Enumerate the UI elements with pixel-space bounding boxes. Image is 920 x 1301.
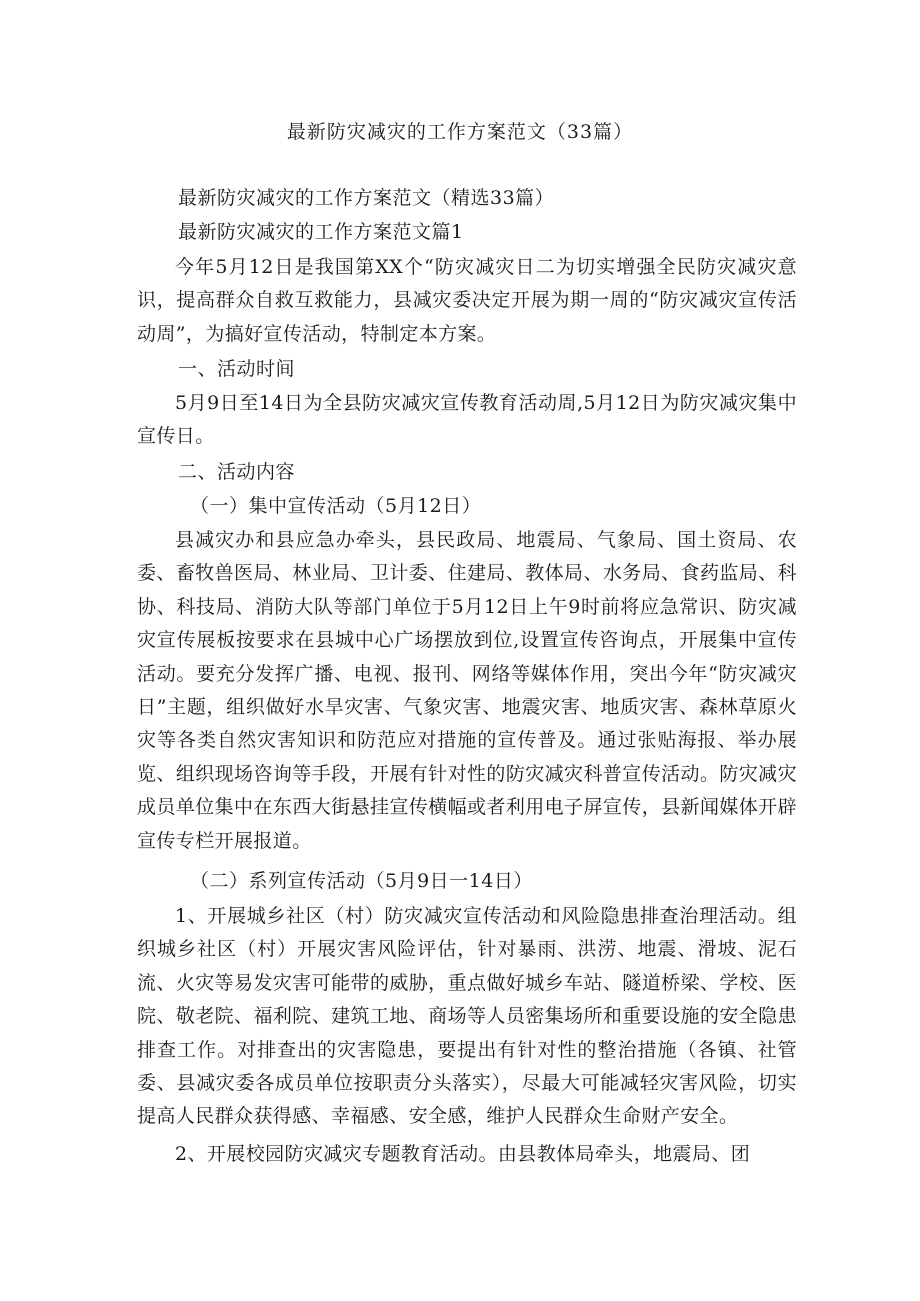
paragraph-series-community: 1、开展城乡社区（村）防灾减灾宣传活动和风险隐患排查治理活动。组织城乡社区（村）开展灾害风险评估，针对暴雨、洪涝、地震、滑坡、泥石流、火灾等易发灾害可能带的威胁，重点做好城乡车站、隧道桥梁、学校、医院、敬老院、福利院、建筑工地、商场等人员密集场所和重要设施的安全隐患排查工作。对排查出的灾害隐患，要提出有针对性的整治措施（各镇、社管委、县减灾委各成员单位按职责分头落实），尽最大可能减轻灾害风险，切实提高人民群众获得感、幸福感、安全感，维护人民群众生命财产安全。 <box>137 905 797 1128</box>
heading-focus-campaign: （一）集中宣传活动（5月12日） <box>190 495 482 517</box>
paragraph-focus-campaign: 县减灾办和县应急办牵头，县民政局、地震局、气象局、国土资局、农委、畜牧兽医局、林业局、卫计委、住建局、教体局、水务局、食药监局、科协、科技局、消防大队等部门单位于5月12日上午9时前将应急常识、防灾减灾宣传展板按要求在县城中心广场摆放到位,设置宣传咨询点，开展集中宣传活动。要充分发挥广播、电视、报刊、网络等媒体作用，突出今年“防灾减灾日”主题，组织做好水旱灾害、气象灾害、地震灾害、地质灾害、森林草原火灾等各类自然灾害知识和防范应对措施的宣传普及。通过张贴海报、举办展览、组织现场咨询等手段，开展有针对性的防灾减灾科普宣传活动。防灾减灾成员单位集中在东西大街悬挂宣传横幅或者利用电子屏宣传，县新闻媒体开辟宣传专栏开展报道。 <box>137 529 797 852</box>
heading-activity-time: 一、活动时间 <box>178 358 296 380</box>
paragraph-series-school: 2、开展校园防灾减灾专题教育活动。由县教体局牵头，地震局、团 <box>175 1143 751 1165</box>
heading-activity-content: 二、活动内容 <box>178 461 296 483</box>
subtitle-selected: 最新防灾减灾的工作方案范文（精选33篇） <box>178 187 555 209</box>
paragraph-intro: 今年5月12日是我国第XX个“防灾减灾日二为切实增强全民防灾减灾意识，提高群众自救互救能力，县减灾委决定开展为期一周的“防灾减灾宣传活动周”，为搞好宣传活动，特制定本方案。 <box>137 256 797 345</box>
subtitle-article-1: 最新防灾减灾的工作方案范文篇1 <box>178 221 464 243</box>
heading-series-campaign: （二）系列宣传活动（5月9日一14日） <box>190 870 533 892</box>
paragraph-activity-time: 5月9日至14日为全县防灾减灾宣传教育活动周,5月12日为防灾减灾集中宣传日。 <box>137 392 797 448</box>
document-title: 最新防灾减灾的工作方案范文（33篇） <box>286 121 634 143</box>
